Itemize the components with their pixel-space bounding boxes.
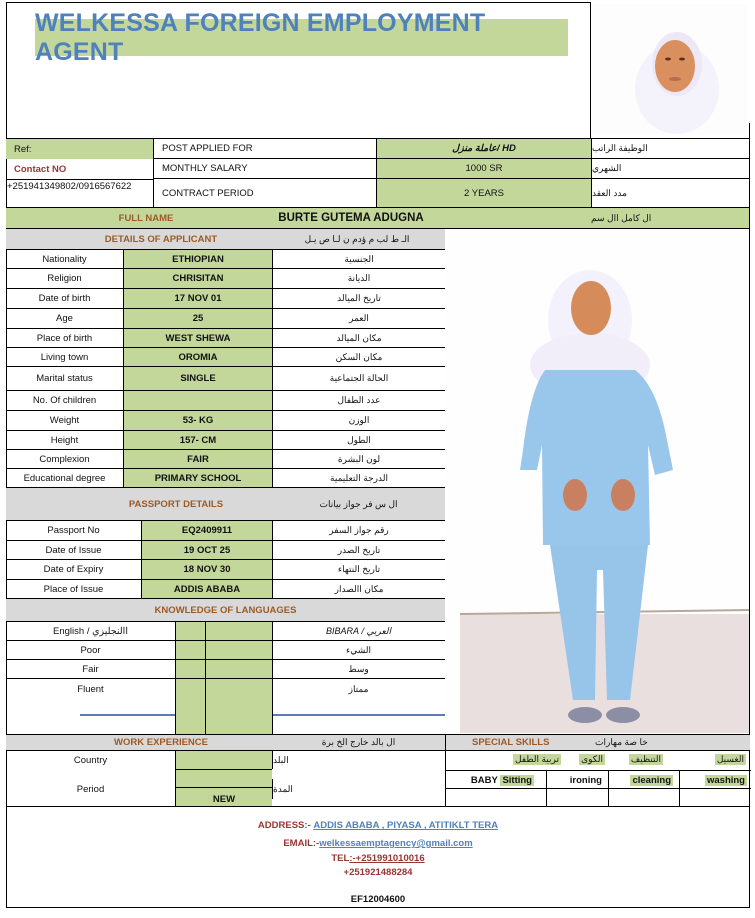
applicant-label: Place of birth: [6, 329, 123, 348]
applicant-label: Height: [6, 431, 123, 450]
monthly-salary-label: MONTHLY SALARY: [153, 159, 376, 179]
passport-value: ADDIS ABABA: [141, 580, 272, 599]
passport-header-label: PASSPORT DETAILS: [128, 498, 224, 510]
applicant-label: Age: [6, 309, 123, 329]
applicant-value: OROMIA: [123, 348, 272, 367]
arabic-skill: الكوى: [581, 754, 603, 764]
arabic-skill: الغسيل: [716, 754, 744, 764]
agency-title: WELKESSA FOREIGN EMPLOYMENT AGENT: [35, 19, 568, 56]
applicant-arabic: الحالة الجتماعية: [272, 367, 445, 391]
full-name-label: FULL NAME: [118, 212, 174, 224]
footer: [6, 806, 750, 908]
skill-label: washing: [706, 774, 745, 786]
portrait-icon: [592, 4, 747, 134]
applicant-arabic: لون البشرة: [272, 450, 445, 469]
work-experience-header: WORK EXPERIENCE: [114, 737, 208, 748]
contact-phone: +251941349802/0916567622: [6, 179, 153, 207]
special-skills-header: SPECIAL SKILLS: [445, 735, 595, 750]
applicant-arabic: مكان السكن: [272, 348, 445, 367]
passport-value: EQ2409911: [141, 521, 272, 541]
monthly-salary-arabic: الشهري: [591, 159, 750, 179]
passport-value: 18 NOV 30: [141, 560, 272, 580]
passport-section-header: [6, 488, 445, 521]
passport-label: Date of Issue: [6, 541, 141, 560]
full-name-row: [6, 207, 750, 229]
english-label: English / االنجليزي: [6, 621, 175, 641]
applicant-arabic: عدد الطفال: [272, 391, 445, 411]
tel-label: TEL: [331, 853, 350, 864]
applicant-value: PRIMARY SCHOOL: [123, 469, 272, 488]
level-fluent-arabic: ممتاز: [348, 683, 369, 694]
applicant-arabic: الدرجة التعليمية: [272, 469, 445, 488]
languages-section-header: [6, 599, 445, 621]
passport-label: Date of Expiry: [6, 560, 141, 580]
arabic-underline: [272, 714, 445, 716]
skill-washing[interactable]: [679, 771, 751, 789]
country-value: [175, 751, 272, 770]
applicant-header-arabic: الـ ط لب م ؤدم ن لـا ص يـل: [304, 233, 410, 244]
email-label: EMAIL:-: [283, 838, 320, 849]
period-value-empty: [175, 770, 272, 788]
arabic-skill: التنظيف: [630, 754, 661, 764]
english-underline: [80, 714, 175, 716]
applicant-arabic: الجنسية: [272, 249, 445, 269]
special-skills-header-arabic: خا صة مهارات: [595, 737, 648, 747]
applicant-value: CHRISITAN: [123, 269, 272, 289]
tel-value-2: +251921488284: [343, 867, 413, 878]
contract-period-label: CONTRACT PERIOD: [153, 179, 376, 207]
applicant-arabic: الديانة: [272, 269, 445, 289]
contact-label: Contact NO: [14, 163, 67, 175]
applicant-section-header: [6, 229, 445, 249]
passport-arabic: تاريخ الصدر: [272, 541, 445, 560]
applicant-value: FAIR: [123, 450, 272, 469]
applicant-value: 25: [123, 309, 272, 329]
ref-label: Ref:: [6, 139, 153, 159]
full-name-arabic: ال كامل اال سم: [591, 212, 652, 223]
grid-line: [175, 678, 273, 679]
work-skills-header-row: [6, 734, 750, 751]
monthly-salary-value: 1000 SR: [376, 159, 591, 179]
special-skills-table: [445, 751, 750, 806]
period-arabic: المدة: [272, 779, 445, 799]
applicant-label: Complexion: [6, 450, 123, 469]
applicant-full-body-photo: [445, 230, 749, 733]
applicant-value: [123, 391, 272, 411]
level-poor-arabic: الشيء: [272, 641, 445, 660]
work-experience-table: [6, 751, 445, 806]
applicant-value: 157- CM: [123, 431, 272, 450]
skills-row: [446, 770, 751, 789]
applicant-arabic: الطول: [272, 431, 445, 450]
email-link[interactable]: welkessaemptagency@gmail.com: [319, 838, 473, 849]
level-poor-label: Poor: [6, 641, 175, 660]
email-line: [6, 838, 750, 849]
contract-period-arabic: مدد العقد: [591, 179, 750, 207]
applicant-arabic: تاريخ الميالد: [272, 289, 445, 309]
period-label: Period: [76, 783, 105, 795]
applicant-label: Nationality: [6, 249, 123, 269]
skill-ironing[interactable]: [546, 771, 608, 789]
applicant-label: Religion: [6, 269, 123, 289]
tel-line: [6, 853, 750, 864]
period-value: NEW: [175, 788, 272, 806]
skills-empty-row: [446, 789, 751, 806]
passport-arabic: مكان االصدار: [272, 580, 445, 599]
work-experience-header-arabic: ال بالد خارج الخ برة: [321, 737, 396, 747]
passport-label: Place of Issue: [6, 580, 141, 599]
skill-label: ironing: [569, 774, 602, 786]
contract-period-value: 2 YEARS: [376, 179, 591, 207]
skill-cleaning[interactable]: [608, 771, 679, 789]
address-value[interactable]: ADDIS ABABA , PIYASA , ATITIKLT TERA: [313, 820, 499, 831]
post-applied-value: عاملة منزل/ HD: [376, 139, 591, 159]
post-applied-arabic: الوظيفة الراتب: [591, 139, 750, 159]
applicant-arabic: العمر: [272, 309, 445, 329]
address-label: ADDRESS:-: [257, 820, 311, 831]
skill-baby-sitting[interactable]: [446, 771, 546, 789]
full-name-value: BURTE GUTEMA ADUGNA: [278, 212, 424, 224]
level-fluent-label: Fluent: [77, 683, 104, 695]
applicant-header-label: DETAILS OF APPLICANT: [104, 233, 218, 245]
applicant-value: SINGLE: [123, 367, 272, 391]
applicant-label: Weight: [6, 411, 123, 431]
passport-arabic: رقم جواز السفر: [272, 521, 445, 541]
languages-table: [6, 621, 445, 734]
applicant-arabic: الوزن: [272, 411, 445, 431]
post-applied-label: POST APPLIED FOR: [153, 139, 376, 159]
applicant-label: Living town: [6, 348, 123, 367]
applicant-label: Marital status: [6, 367, 123, 391]
tel-value-1[interactable]: :-+251991010016: [349, 853, 425, 864]
grid-line: [175, 659, 273, 660]
applicant-value: 17 NOV 01: [123, 289, 272, 309]
applicant-label: Educational degree: [6, 469, 123, 488]
applicant-arabic: مكان الميالد: [272, 329, 445, 348]
skill-label: Sitting: [502, 774, 532, 786]
arabic-skill: تربية الطفل: [514, 754, 559, 764]
country-arabic: البلد: [272, 751, 445, 769]
applicant-value: WEST SHEWA: [123, 329, 272, 348]
skill-label: cleaning: [632, 774, 671, 786]
applicant-label: No. Of children: [6, 391, 123, 411]
skill-prefix: BABY: [470, 774, 498, 786]
passport-arabic: تاريخ النتهاء: [272, 560, 445, 580]
applicant-value: ETHIOPIAN: [123, 249, 272, 269]
grid-line: [175, 640, 273, 641]
applicant-label: Date of birth: [6, 289, 123, 309]
address-line: [6, 820, 750, 831]
top-info-table: [6, 138, 750, 208]
passport-value: 19 OCT 25: [141, 541, 272, 560]
level-fair-label: Fair: [6, 660, 175, 679]
level-fair-arabic: وسط: [272, 660, 445, 679]
passport-label: Passport No: [6, 521, 141, 541]
arabic-skills-row: [446, 751, 751, 770]
applicant-passport-photo: [592, 4, 747, 134]
arabic-language-label: العربي / BIBARA: [272, 621, 445, 641]
applicant-value: 53- KG: [123, 411, 272, 431]
full-body-portrait-icon: [445, 230, 749, 733]
languages-header-label: KNOWLEDGE OF LANGUAGES: [154, 604, 297, 616]
passport-header-arabic: ال س فر جواز بيانات: [319, 498, 398, 509]
document-code: EF12004600: [350, 894, 406, 905]
country-label: Country: [73, 754, 108, 766]
